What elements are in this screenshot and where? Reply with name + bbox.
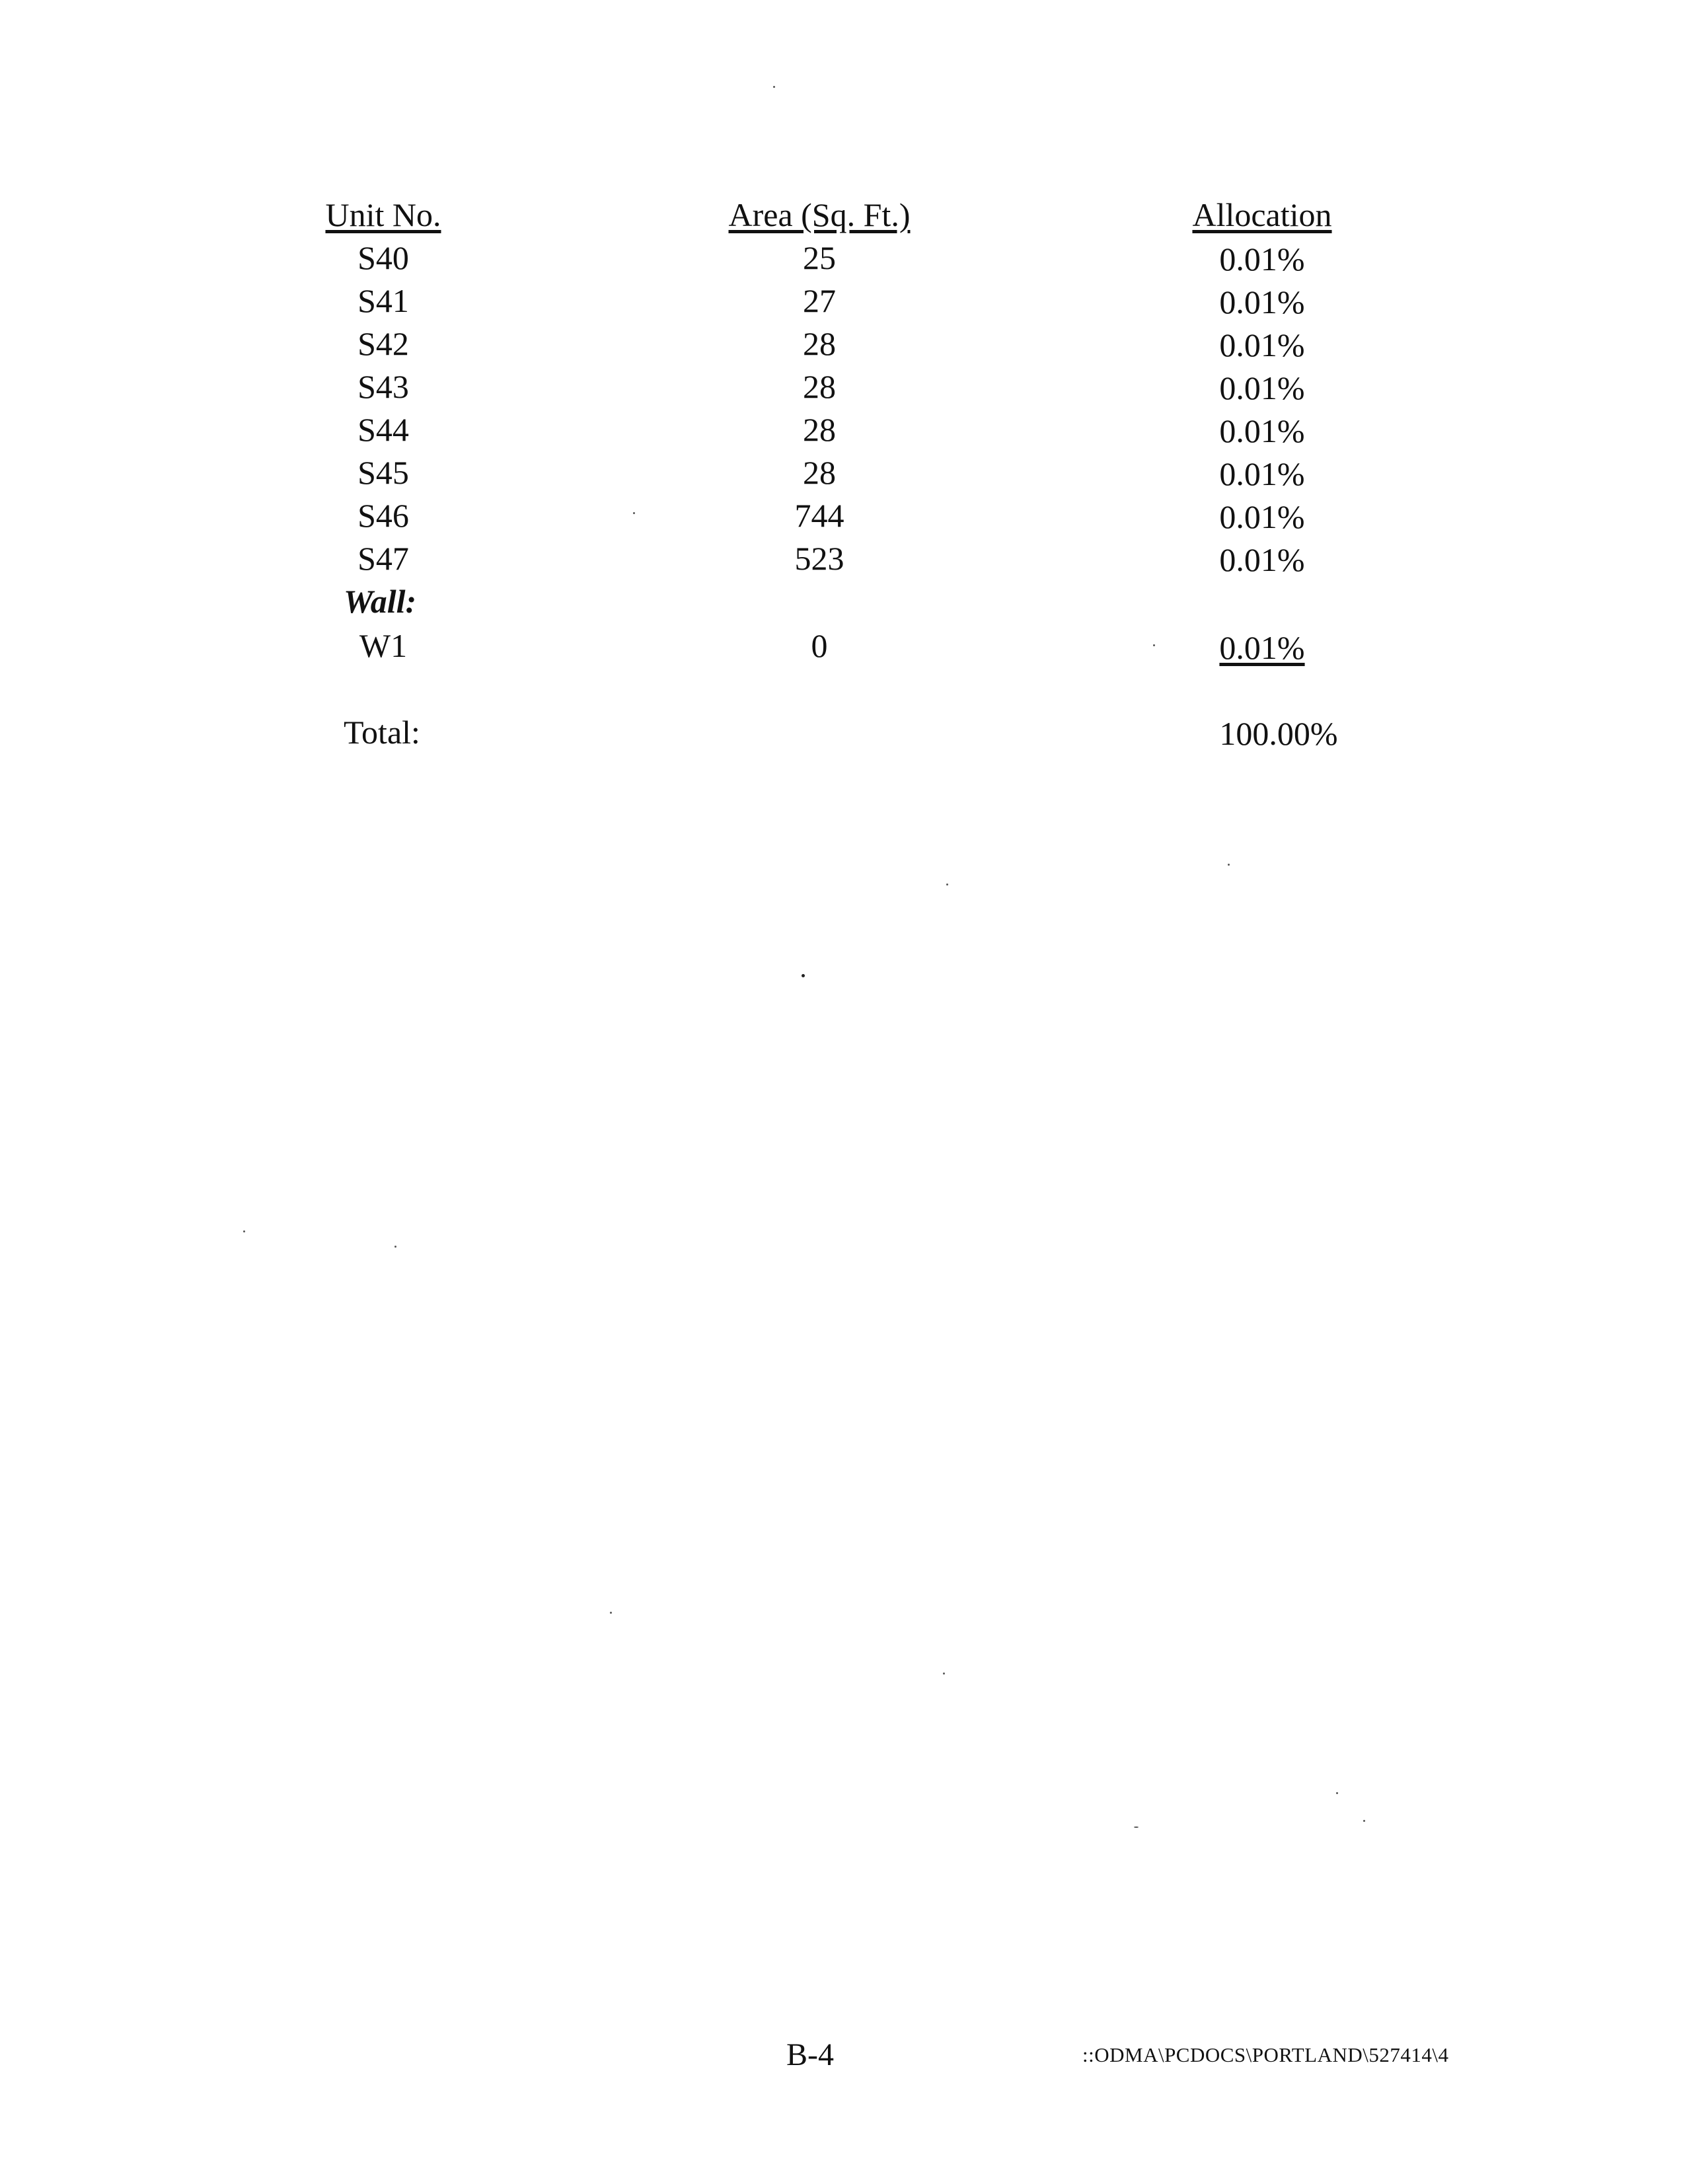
allocation-cell: 0.01% <box>1219 283 1305 320</box>
header-area: Area (Sq. Ft.) <box>728 196 911 233</box>
allocation-cell: 0.01% <box>1219 541 1305 578</box>
area-cell: 0 <box>811 627 828 664</box>
area-cell: 28 <box>803 325 836 362</box>
wall-section-label: Wall: <box>344 583 417 620</box>
scan-speck <box>394 1246 396 1248</box>
header-allocation: Allocation <box>1192 196 1332 233</box>
scan-speck <box>773 86 775 88</box>
area-cell: 25 <box>803 239 836 276</box>
allocation-cell: 0.01% <box>1219 455 1305 492</box>
scan-speck <box>633 512 635 514</box>
scan-speck <box>943 1673 945 1675</box>
scan-speck <box>1153 644 1155 646</box>
unit-cell: S44 <box>357 411 409 448</box>
document-path: ::ODMA\PCDOCS\PORTLAND\527414\4 <box>1082 2043 1449 2066</box>
area-cell: 28 <box>803 368 836 405</box>
total-label: Total: <box>344 714 420 751</box>
allocation-cell: 0.01% <box>1219 412 1305 449</box>
unit-cell: S40 <box>357 239 409 276</box>
area-cell: 27 <box>803 282 836 319</box>
unit-cell: W1 <box>359 627 408 664</box>
unit-cell: S47 <box>357 540 409 577</box>
allocation-cell: 0.01% <box>1219 369 1305 406</box>
unit-cell: S45 <box>357 454 409 491</box>
allocation-cell: 0.01% <box>1219 241 1305 278</box>
scan-speck <box>1134 1826 1139 1828</box>
scan-speck <box>946 884 948 885</box>
allocation-cell: 0.01% <box>1219 498 1305 535</box>
page-number: B-4 <box>786 2037 834 2072</box>
area-cell: 744 <box>794 497 844 534</box>
unit-cell: S42 <box>357 325 409 362</box>
scan-speck <box>610 1612 612 1614</box>
unit-cell: S46 <box>357 497 409 534</box>
scan-speck <box>1363 1820 1365 1822</box>
area-cell: 28 <box>803 411 836 448</box>
total-allocation: 100.00% <box>1219 715 1338 752</box>
unit-cell: S41 <box>357 282 409 319</box>
area-cell: 28 <box>803 454 836 491</box>
area-cell: 523 <box>794 540 844 577</box>
scan-speck <box>243 1230 245 1232</box>
scan-speck <box>1228 864 1230 866</box>
scan-speck <box>1336 1792 1338 1794</box>
scan-speck <box>802 974 805 977</box>
allocation-cell: 0.01% <box>1219 629 1305 666</box>
header-unit-no: Unit No. <box>325 196 441 233</box>
allocation-cell: 0.01% <box>1219 326 1305 363</box>
unit-cell: S43 <box>357 368 409 405</box>
